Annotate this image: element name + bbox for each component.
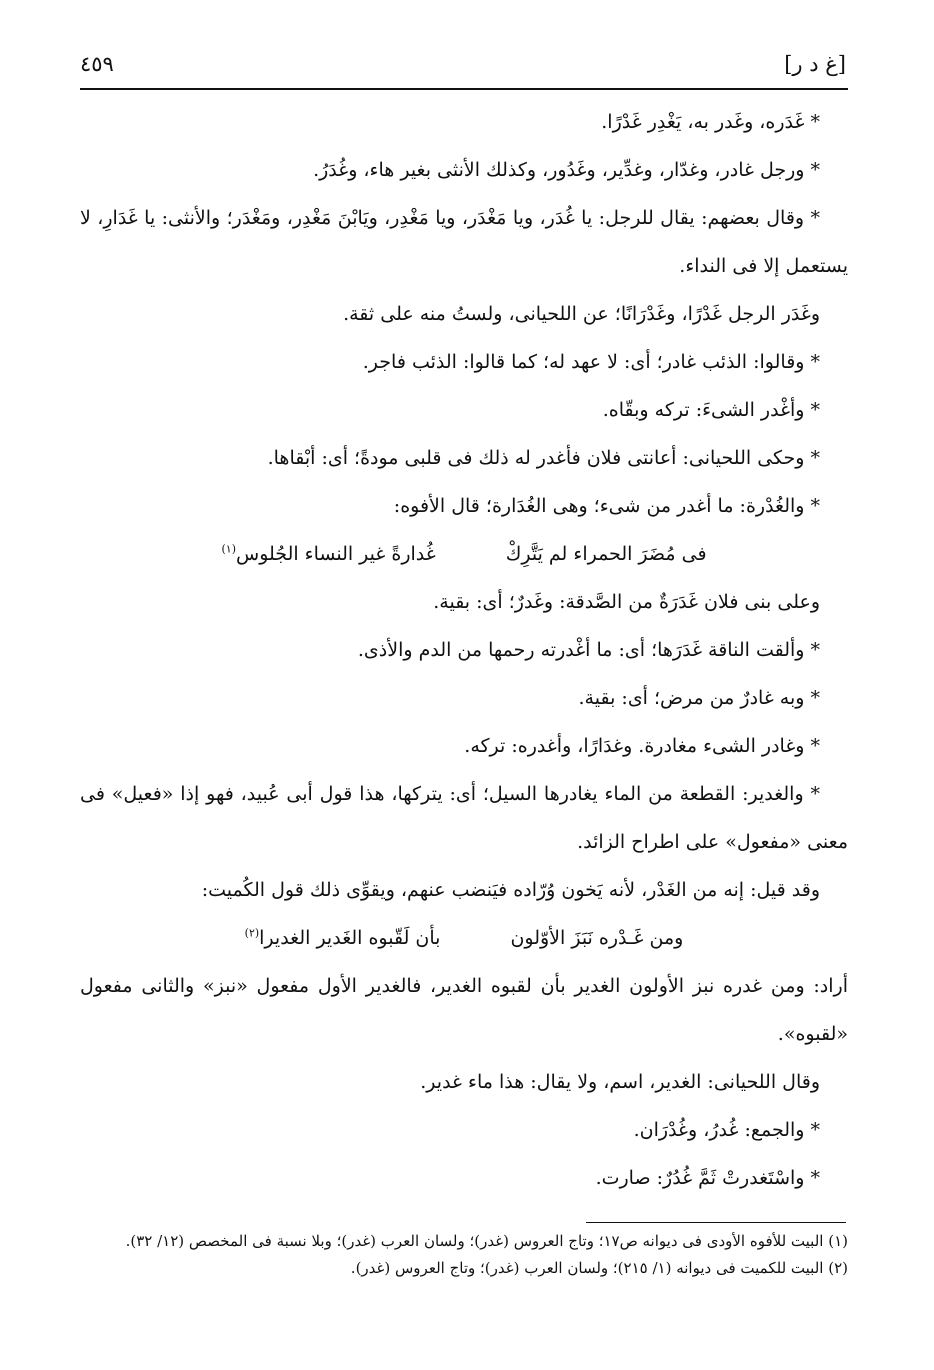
entry-paragraph: * ورجل غادر، وغدّار، وغدِّير، وغَدُور، وكذلك الأنثى بغير هاء، وغُدَرُ.	[313, 159, 820, 181]
page-number: ٤٥٩	[80, 52, 114, 76]
entry-paragraph: وقد قيل: إنه من الغَدْر، لأنه يَخون وُرّاده فيَنضب عنهم، ويقوِّى ذلك قول الكُميت:	[201, 879, 820, 901]
entry-paragraph: وقال اللحيانى: الغدير، اسم، ولا يقال: هذا ماء غدير.	[420, 1071, 820, 1093]
footnote: (٢) البيت للكميت فى ديوانه (١/ ٢١٥)؛ ولسان العرب (غدر)؛ وتاج العروس (غدر).	[350, 1259, 848, 1277]
entry-paragraph: * وبه غادرٌ من مرض؛ أى: بقية.	[578, 687, 820, 709]
footnote: (١) البيت للأفوه الأودى فى ديوانه ص١٧؛ وتاج العروس (غدر)؛ ولسان العرب (غدر)؛ وبلا نسبة فى المخصص (١٢/ ٣٢).	[125, 1232, 848, 1250]
footnotes	[80, 1228, 848, 1282]
entry-paragraph: * وقال بعضهم: يقال للرجل: يا غُدَر، ويا مَغْدَر، ويا مَغْدِر، ويَابْنَ مَغْدِر، ومَغْدَر؛ والأنثى: يا غَدَارِ، لا يستعمل إلا فى النداء.	[80, 207, 848, 277]
header-root-letters: [غ د ر]	[784, 52, 846, 76]
entry-paragraph: * وألقت الناقة غَدَرَها؛ أى: ما أغْدرته رحمها من الدم والأذى.	[357, 639, 820, 661]
verse-second-hemistich	[245, 914, 441, 962]
footnote-divider	[586, 1222, 846, 1223]
verse-first-hemistich: فى مُضَرَ الحمراء لم يَتَّرِكْ	[505, 543, 707, 565]
header-divider	[80, 88, 848, 90]
entry-paragraph: * وأغْدر الشىءَ: تركه وبقّاه.	[602, 399, 820, 421]
entry-body	[80, 98, 848, 1202]
verse-second-hemistich	[221, 530, 435, 578]
entry-paragraph: * وحكى اللحيانى: أعانتى فلان فأغدر له ذلك فى قلبى مودةً؛ أى: أبْقاها.	[267, 447, 820, 469]
entry-paragraph: * والغُدْرة: ما أغدر من شىء؛ وهى الغُدَارة؛ قال الأفوه:	[393, 495, 820, 517]
entry-paragraph: * وقالوا: الذئب غادر؛ أى: لا عهد له؛ كما قالوا: الذئب فاجر.	[362, 351, 820, 373]
poetry-verse	[80, 914, 848, 962]
poetry-verse	[80, 530, 848, 578]
verse-second-hemistich-text: غُدارةً غير النساء الجُلوس	[236, 543, 436, 565]
footnote-marker: (١)	[221, 542, 236, 556]
verse-second-hemistich-text: بأن لَقّبوه الغَدير الغديرا	[259, 927, 441, 949]
entry-paragraph: * والغدير: القطعة من الماء يغادرها السيل؛ أى: يتركها، هذا قول أبى عُبيد، فهو إذا «فعيل» فى معنى «مفعول» على اطراح الزائد.	[80, 783, 848, 853]
entry-paragraph: * وغادر الشىء مغادرة. وغدَارًا، وأغدره: تركه.	[464, 735, 820, 757]
entry-paragraph: وغَدَر الرجل غَدْرًا، وغَدْرَانًا؛ عن اللحيانى، ولستُ منه على ثقة.	[343, 303, 820, 325]
entry-paragraph: أراد: ومن غدره نبز الأولون الغدير بأن لقبوه الغدير، فالغدير الأول مفعول «نبز» والثانى مفعول «لقبوه».	[80, 975, 848, 1045]
entry-paragraph: * والجمع: غُدرُ، وغُدْرَان.	[633, 1119, 820, 1141]
entry-paragraph: * غَدَره، وغَدر به، يَغْدِر غَدْرًا.	[601, 111, 820, 133]
footnote-marker: (٢)	[244, 926, 260, 940]
entry-paragraph: وعلى بنى فلان غَدَرَةٌ من الصَّدقة: وغَدرٌ؛ أى: بقية.	[433, 591, 820, 613]
verse-first-hemistich: ومن غَـدْره نَبَزَ الأوّلون	[510, 927, 684, 949]
entry-paragraph: * واسْتَغدرتْ ثَمَّ غُدُرٌ: صارت.	[595, 1167, 820, 1189]
